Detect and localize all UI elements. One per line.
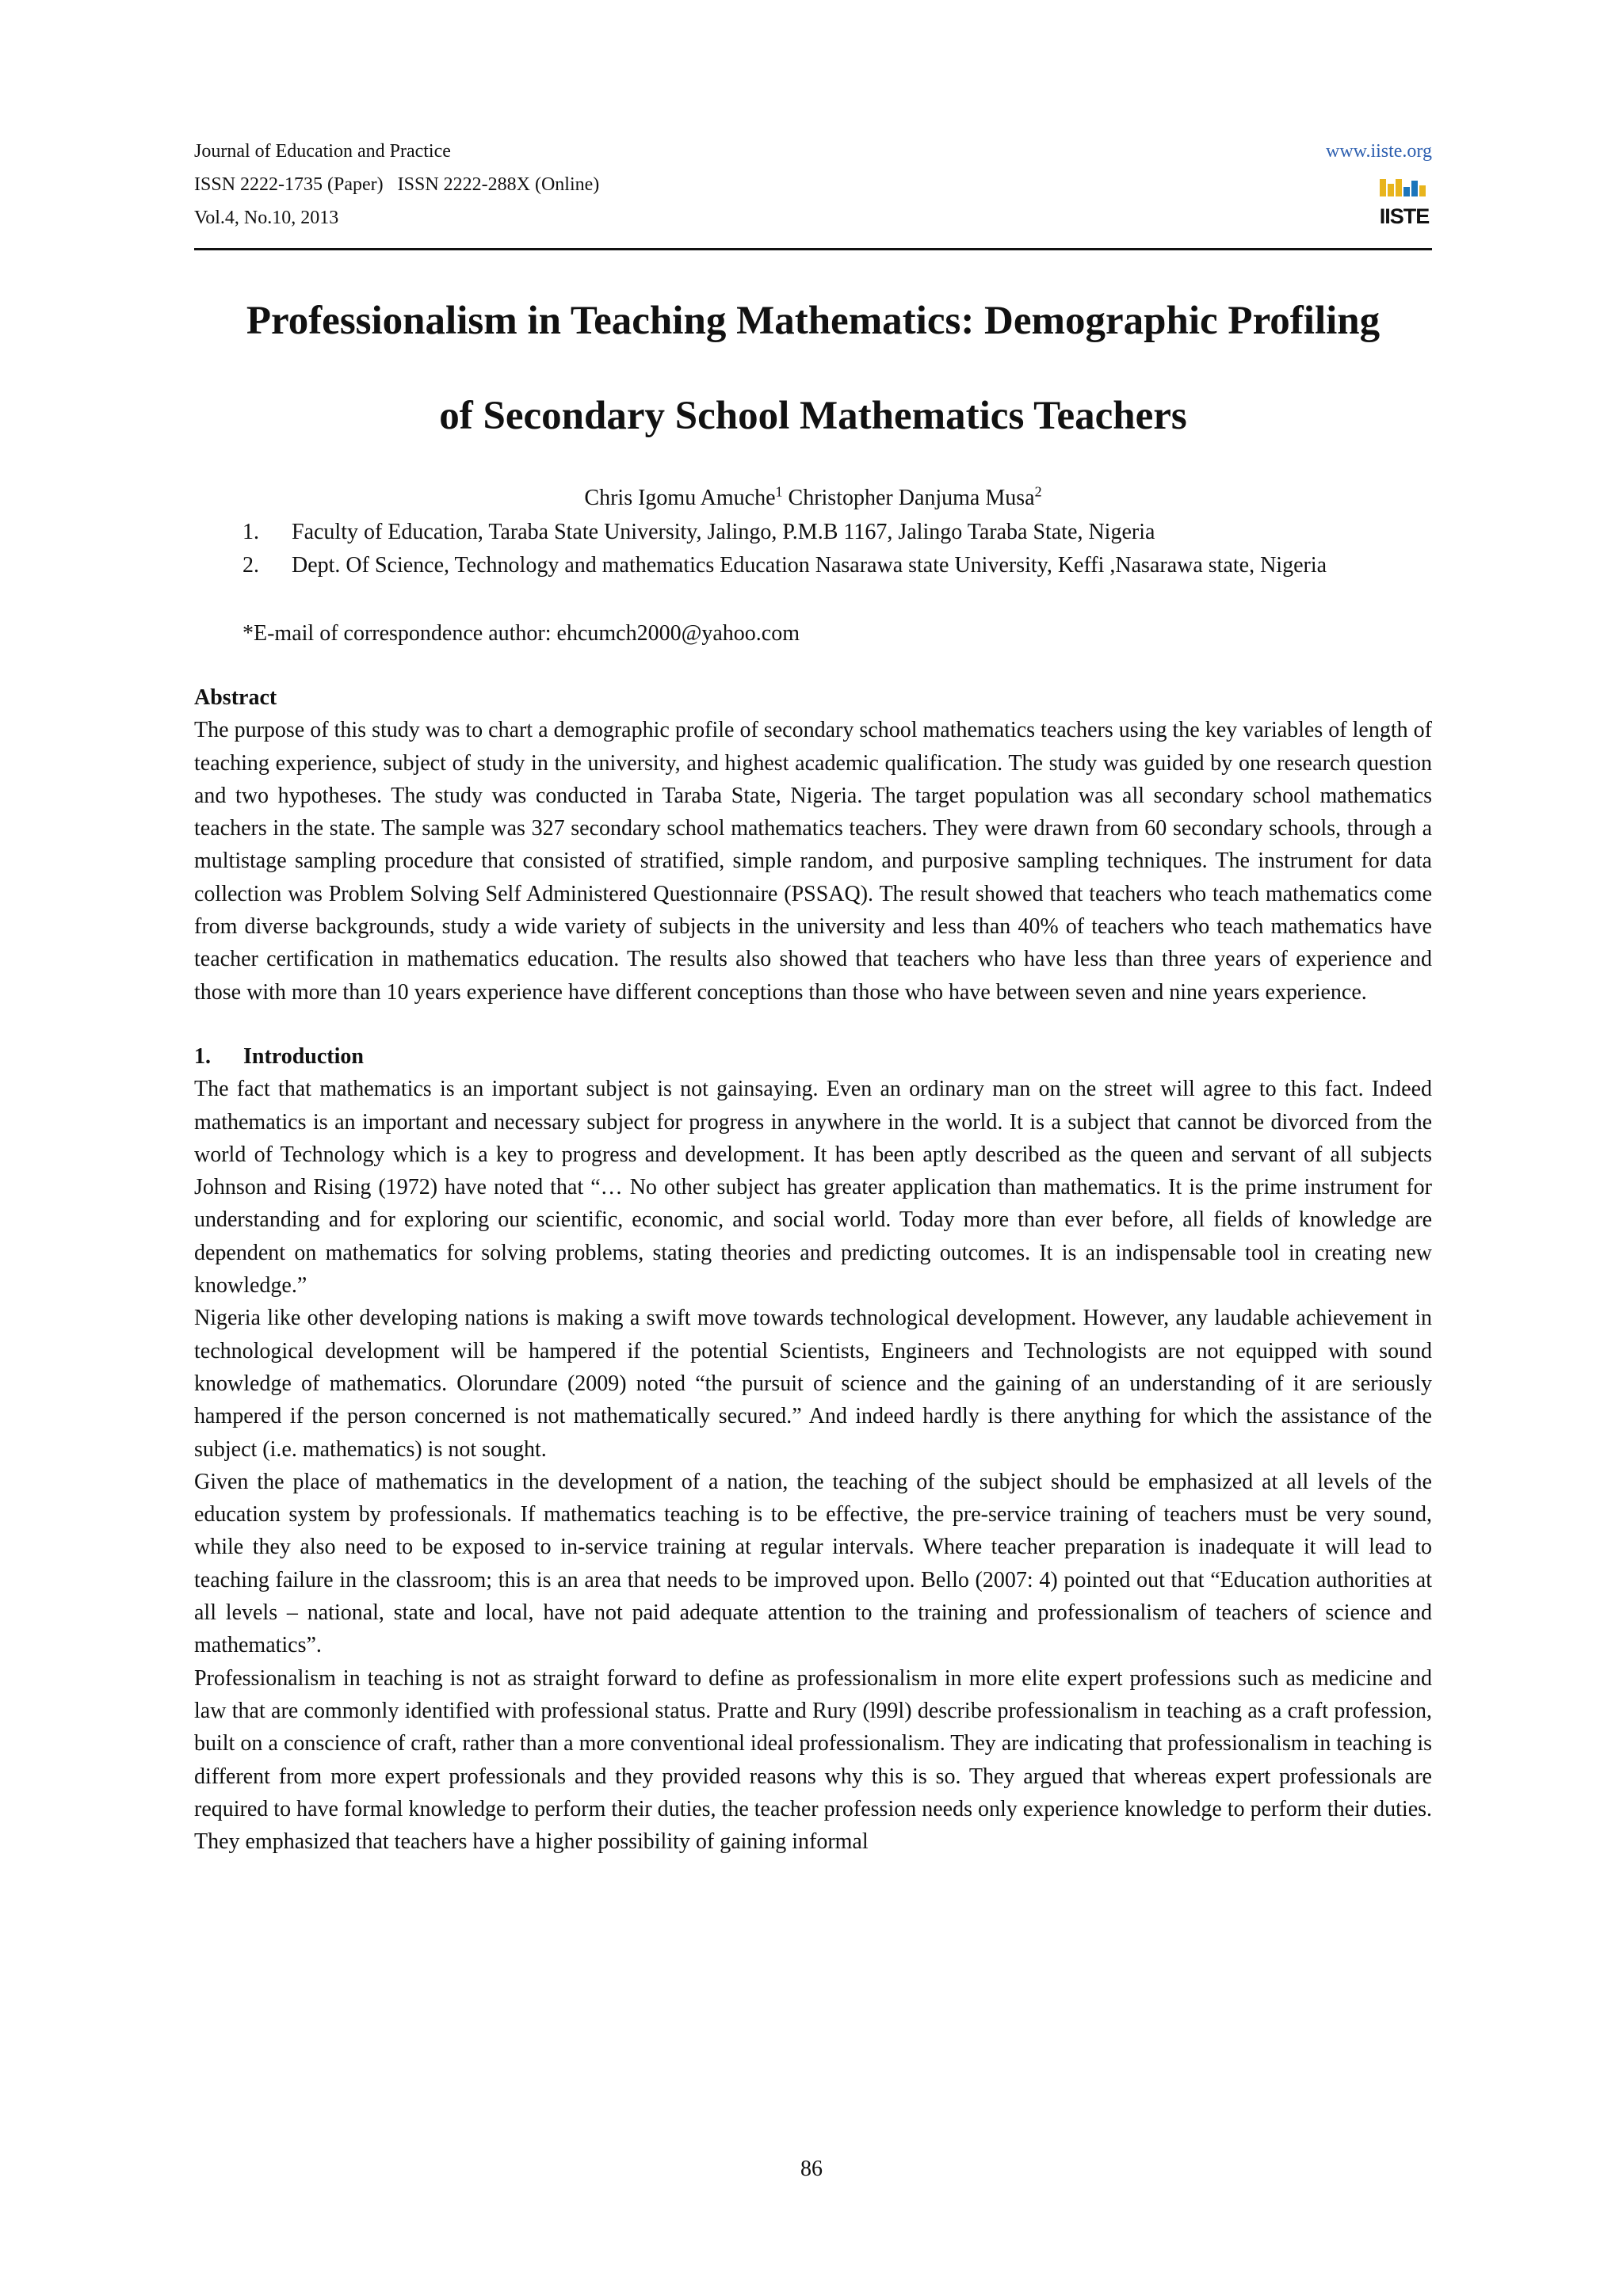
header-rule <box>194 248 1432 250</box>
journal-issn: ISSN 2222-1735 (Paper) ISSN 2222-288X (Online) <box>194 174 600 195</box>
author-1-name: Chris Igomu Amuche <box>584 486 776 510</box>
logo-bar-6 <box>1419 185 1426 196</box>
logo-bar-3 <box>1396 179 1402 196</box>
paper-title <box>194 273 1432 463</box>
abstract-heading: Abstract <box>194 685 277 710</box>
section-title: Introduction <box>243 1043 364 1069</box>
journal-volume: Vol.4, No.10, 2013 <box>194 208 339 228</box>
abstract-text: The purpose of this study was to chart a demographic profile of secondary school mathematics teachers using the key variables of length of teaching experience, subject of study in the university, and highest academic qualification. The study was guided by one research question and two hypotheses. The study was conducted in Taraba State, Nigeria. The target population was all secondary school mathematics teachers in the state. The sample was 327 secondary school mathematics teachers. They were drawn from 60 secondary schools, through a multistage sampling procedure that consisted of stratified, simple random, and purposive sampling techniques. The instrument for data collection was Problem Solving Self Administered Questionnaire (PSSAQ). The result showed that teachers who teach mathematics come from diverse backgrounds, study a wide variety of subjects in the university and less than 40% of teachers who teach mathematics have teacher certification in mathematics education. The results also showed that teachers who have less than three years of experience and those with more than 10 years experience have different conceptions than those who have between seven and nine years experience. <box>194 718 1432 1005</box>
section-spacer <box>194 1009 1432 1040</box>
intro-paragraph-4: Professionalism in teaching is not as straight forward to define as professionalism in more elite expert professions such as medicine and law that are commonly identified with professional status. Pratte and Rury (l99l) describe professionalism in teaching as a craft profession, built on a conscience of craft, rather than a more conventional ideal professionalism. They are indicating that professionalism in teaching is different from more expert professionals and they provided reasons why this is so. They argued that whereas expert professionals are required to have formal knowledge to perform their duties, the teacher profession needs only experience knowledge to perform their duties. They emphasized that teachers have a higher possibility of gaining informal <box>194 1665 1433 1855</box>
logo-bar-5 <box>1411 181 1418 196</box>
logo-bar-4 <box>1403 187 1410 196</box>
journal-url-link[interactable]: www.iiste.org <box>1326 141 1432 162</box>
article-body <box>194 681 1432 1858</box>
section-number: 1. <box>194 1043 211 1069</box>
intro-paragraph-3: Given the place of mathematics in the development of a nation, the teaching of the subject should be emphasized at all levels of the education system by professionals. If mathematics teaching is to be effective, the pre-service training of teachers must be very sound, while they also need to be exposed to in-service training at regular intervals. Where teacher preparation is inadequate it will lead to teaching failure in the classroom; this is an area that needs to be improved upon. Bello (2007: 4) pointed out that “Education authorities at all levels – national, state and local, have not paid adequate attention to the training and professionalism of teachers of science and mathematics”. <box>194 1469 1432 1658</box>
affiliation-list <box>242 516 1432 582</box>
title-line-1: Professionalism in Teaching Mathematics: Demographic Profiling <box>246 299 1381 343</box>
affiliation-number: 1. <box>242 520 259 544</box>
iiste-logo-icon <box>1377 168 1432 228</box>
intro-paragraph-2: Nigeria like other developing nations is making a swift move towards technological development. However, any laudable achievement in technological development will be hampered if the potential Scientists, Engineers and Technologists are not equipped with sound knowledge of mathematics. Olorundare (2009) noted “the pursuit of science and the gaining of an understanding of it are seriously hampered if the person concerned is not mathematically secured.” And indeed hardly is there anything for which the assistance of the subject (i.e. mathematics) is not sought. <box>194 1306 1432 1462</box>
journal-header <box>194 135 599 235</box>
logo-bar-2 <box>1388 184 1394 196</box>
author-2-sup: 2 <box>1034 483 1042 500</box>
intro-paragraph-1: The fact that mathematics is an important subject is not gainsaying. Even an ordinary man on the street will agree to this fact. Indeed mathematics is an important and necessary subject for progress in anywhere in the world. It is a subject that cannot be divorced from the world of Technology which is a key to progress and development. It has been aptly described as the queen and servant of all subjects Johnson and Rising (1972) have noted that “… No other subject has greater application than mathematics. It is the prime instrument for understanding and for exploring our scientific, economic, and social world. Today more than ever before, all fields of knowledge are dependent on mathematics for solving problems, stating theories and predicting outcomes. It is an indispensable tool in creating new knowledge.” <box>194 1077 1432 1299</box>
page-number: 86 <box>800 2157 823 2181</box>
affiliation-item <box>242 549 1432 582</box>
author-1-sup: 1 <box>775 483 783 500</box>
journal-name: Journal of Education and Practice <box>194 141 451 162</box>
logo-text: IISTE <box>1379 204 1430 228</box>
affiliation-item <box>242 516 1432 549</box>
affiliation-number: 2. <box>242 553 259 578</box>
affiliation-text: Faculty of Education, Taraba State University, Jalingo, P.M.B 1167, Jalingo Taraba State, Nigeria <box>292 520 1155 544</box>
logo-bars <box>1380 179 1426 196</box>
logo-bar-1 <box>1380 179 1386 196</box>
author-line <box>194 482 1432 515</box>
introduction-heading <box>194 1040 1432 1073</box>
author-2-name: Christopher Danjuma Musa <box>788 486 1035 510</box>
title-line-2: of Secondary School Mathematics Teachers <box>439 394 1187 438</box>
correspondence-email: *E-mail of correspondence author: ehcumch2000@yahoo.com <box>242 621 800 646</box>
affiliation-text: Dept. Of Science, Technology and mathematics Education Nasarawa state University, Keffi ,Nasarawa state, Nigeria <box>292 553 1327 578</box>
